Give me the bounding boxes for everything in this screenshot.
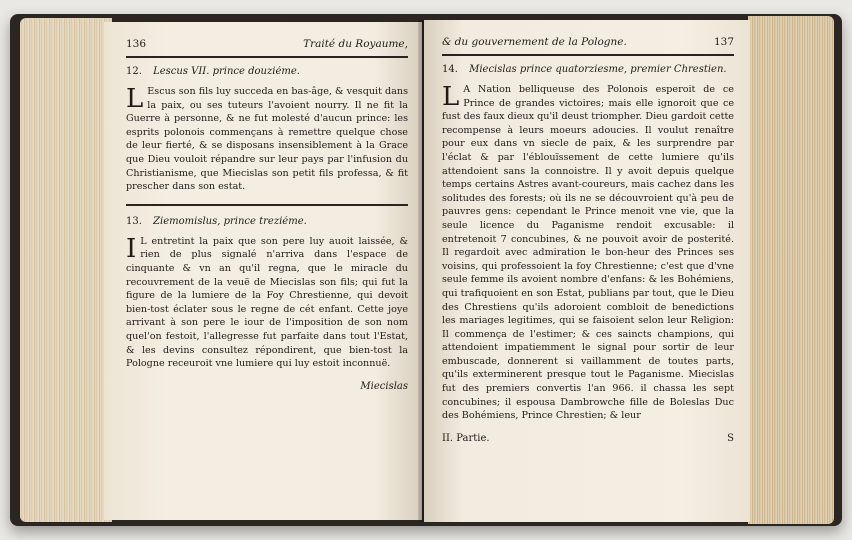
section-14-number: 14. xyxy=(442,64,458,75)
section-13-title: Ziemomislus, prince treziéme. xyxy=(153,215,307,227)
right-page-edges xyxy=(748,16,834,524)
section-14-title: Miecislas prince quatorziesme, premier Chrestien. xyxy=(469,64,727,75)
section-14-text: A Nation belliqueuse des Polonois esperoit de ce Prince de grandes victoires; mais elle ignoroit que ce fust des faux dieux qu'il deust triompher. Dieu gardoit cette recompense à leurs moeurs adoucies. Il voulut renaître pour eux dans vn siecle de paix, & les surprendre par l'éclat & par l'éblouïssement de cette lumiere qu'ils attendoient sans la connoistre. Il y avoit depuis quelque temps certains Astres avant-coureurs, mais cachez dans les solitudes des forests; où ils ne se découvroient qu'à peu de pauvres gens: cependant le Prince menoit vne vie, que la seule licence du Paganisme rendoit excusable: il entretenoit 7 concubines, & ne pouvoit avoir de posterité. Il regardoit avec admiration le bon-heur des Princes ses voisins, qui professoient la foy Chrestienne; c'est que d'vne seule femme ils avoient nombre d'enfans: & les Bohémiens, qui trafiquoient en son Estat, publians par tout, que le Dieu des Chrestiens qu'ils adoroient combloit de benedictions les mariages legitimes, qui se faisoient selon leur Religion: Il commença de l'estimer; & ces saincts champions, qui attendoient impatiemment le signal pour sortir de leur embuscade, donnerent si vaillamment de toutes parts, qu'ils exterminerent presque tout le Paganisme. Miecislas fut des premiers convertis l'an 966. il chassa les sept concubines; il espousa Dambrowche fille de Boleslas Duc des Bohémiens, Prince Chrestien; & leur xyxy=(442,84,734,422)
section-13-dropcap: I xyxy=(126,233,137,264)
right-page-number: 137 xyxy=(713,36,734,48)
part-label: II. Partie. xyxy=(442,432,490,444)
section-divider xyxy=(126,204,408,206)
right-page-footer xyxy=(442,433,734,444)
section-13-heading xyxy=(126,216,408,227)
section-12-text: Escus son fils luy succeda en bas-âge, & vesquit dans la paix, ou ses tuteurs l'avoient nourry. Il ne fit la Guerre à personne, & ne fut molesté d'aucun prince: les esprits polonois commençans à remettre quelque chose de leur fierté, & se disposans insensiblement à la Grace que Dieu vouloit répandre sur leur pays par l'infusion du Christianisme, que Miecislas son petit fils professa, & fit prescher dans son estat. xyxy=(126,86,408,193)
left-page-number: 136 xyxy=(126,38,147,50)
section-14-paragraph xyxy=(442,83,734,423)
right-running-header xyxy=(442,36,734,56)
section-12-paragraph xyxy=(126,85,408,194)
section-13-text: L entretint la paix que son pere luy auoit laissée, & rien de plus signalé n'arriva dans l'espace de cinquante & vn an qu'il regna, que le miracle du recouvrement de la veuë de Miecislas son fils; qui fut la figure de la lumiere de la Foy Chrestienne, qui devoit bien-tost éclater sous le regne de cét enfant. Cette joye arrivant à son pere le iour de l'imposition de son nom quel'on festoit, l'allegresse fut parfaite dans tout l'Estat, & les devins consultez répondirent, que bien-tost la Pologne receuroit vne lumiere qui luy estoit inconnuë. xyxy=(126,235,408,370)
section-14-dropcap: L xyxy=(442,82,460,112)
left-page xyxy=(104,22,422,520)
section-14-heading xyxy=(442,64,734,75)
left-header-title: Traité du Royaume, xyxy=(303,38,408,50)
left-page-edges xyxy=(20,18,112,522)
section-13-number: 13. xyxy=(126,215,142,227)
section-12-title: Lescus VII. prince douziéme. xyxy=(153,66,300,77)
right-header-title: & du gouvernement de la Pologne. xyxy=(442,36,627,48)
section-12-number: 12. xyxy=(126,66,142,77)
section-12-heading xyxy=(126,66,408,77)
left-catchword: Miecislas xyxy=(360,380,408,392)
left-running-header xyxy=(126,38,408,58)
right-page xyxy=(424,20,750,522)
signature-mark: S xyxy=(727,432,734,444)
section-13-paragraph xyxy=(126,235,408,371)
section-12-dropcap: L xyxy=(126,84,144,114)
